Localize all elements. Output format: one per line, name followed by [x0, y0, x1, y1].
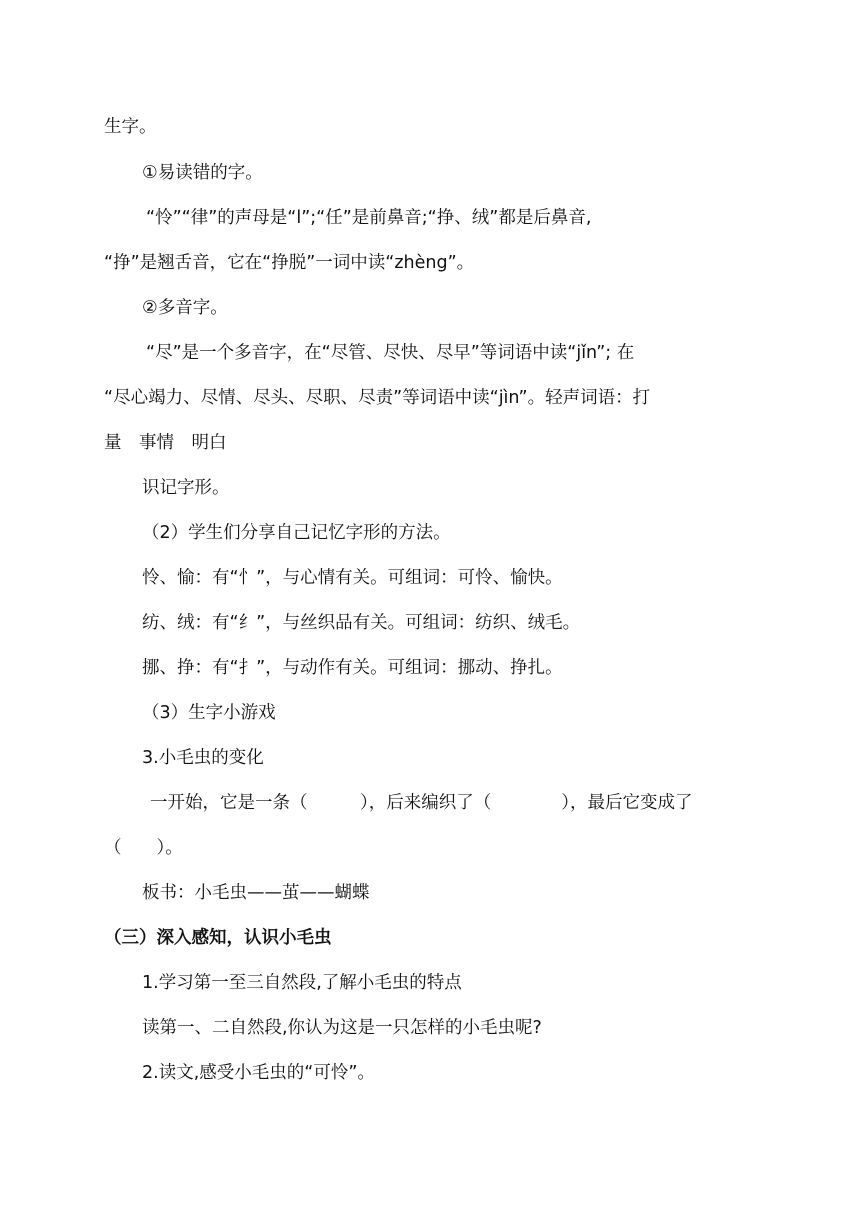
text-line-6: “尽”是一个多音字，在“尽管、尽快、尽早”等词语中读“jǐn”; 在: [146, 343, 635, 363]
text-line-9: 识记字形。: [142, 478, 230, 498]
text-line-16: 一开始，它是一条（ ），后来编织了（ ），最后它变成了: [150, 793, 693, 813]
text-line-12: 纺、绒：有“纟”，与丝织品有关。可组词：纺织、绒毛。: [142, 613, 581, 633]
text-line-8: 量 事情 明白: [104, 433, 227, 453]
text-line-15: 3.小毛虫的变化: [142, 748, 264, 768]
text-line-7: “尽心竭力、尽情、尽头、尽职、尽责”等词语中读“jìn”。轻声词语：打: [104, 388, 651, 408]
text-line-18: 板书：小毛虫——茧——蝴蝶: [142, 883, 370, 903]
text-line-13: 挪、挣：有“扌”，与动作有关。可组词：挪动、挣扎。: [142, 658, 563, 678]
text-line-4: “挣”是翘舌音，它在“挣脱”一词中读“zhèng”。: [104, 253, 475, 273]
text-line-22: 2.读文,感受小毛虫的“可怜”。: [142, 1063, 375, 1083]
text-line-3: “怜”“律”的声母是“l”;“任”是前鼻音;“挣、绒”都是后鼻音,: [146, 208, 592, 228]
text-line-5: ②多音字。: [142, 298, 228, 318]
text-line-21: 读第一、二自然段,你认为这是一只怎样的小毛虫呢?: [142, 1018, 542, 1038]
text-line-17: （ ）。: [104, 838, 183, 858]
section-heading: （三）深入感知，认识小毛虫: [104, 928, 332, 948]
text-line-2: ①易读错的字。: [142, 163, 263, 183]
text-line-1: 生字。: [104, 117, 157, 137]
text-line-20: 1.学习第一至三自然段,了解小毛虫的特点: [142, 973, 462, 993]
text-line-14: （3）生字小游戏: [142, 703, 276, 723]
text-line-11: 怜、愉：有“忄”，与心情有关。可组词：可怜、愉快。: [142, 568, 563, 588]
text-line-10: （2）学生们分享自己记忆字形的方法。: [142, 523, 451, 543]
